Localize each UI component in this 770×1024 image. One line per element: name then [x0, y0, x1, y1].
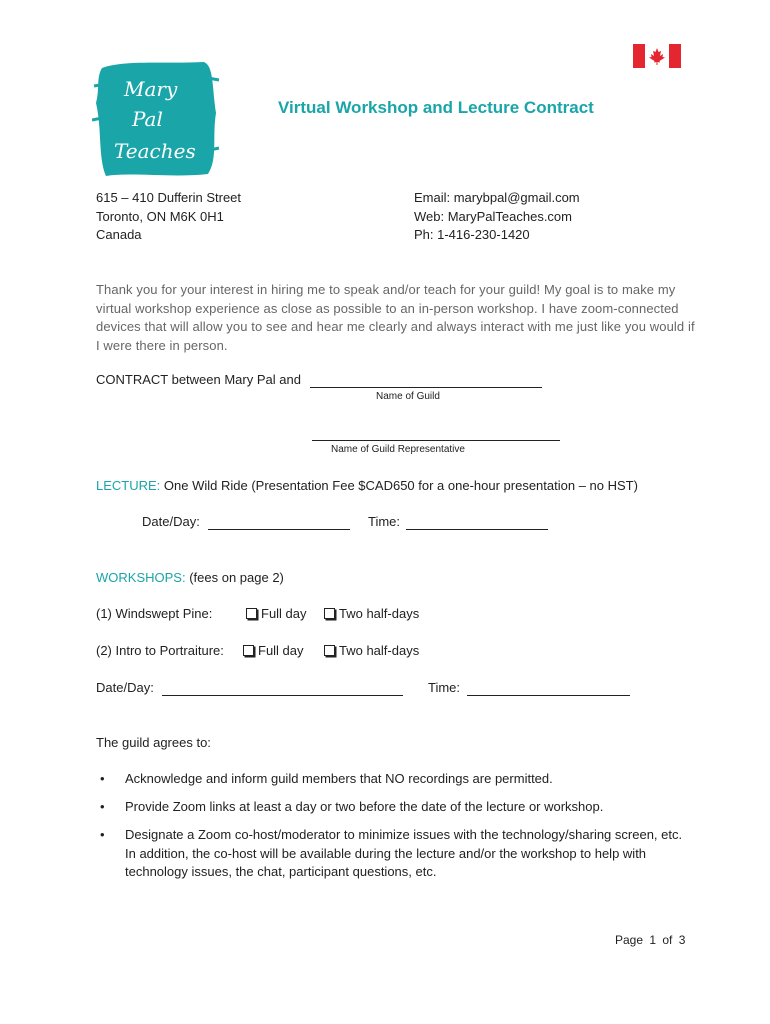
- workshop-time-field[interactable]: [467, 680, 630, 696]
- lecture-time-field[interactable]: [406, 514, 548, 530]
- agreement-heading: The guild agrees to:: [96, 735, 211, 750]
- checkbox-icon[interactable]: [324, 645, 335, 656]
- logo-text-teaches: Teaches: [114, 139, 196, 163]
- lecture-time-label: Time:: [368, 514, 401, 529]
- workshop-time-label: Time:: [428, 680, 461, 695]
- checkbox-icon[interactable]: [243, 645, 254, 656]
- list-item: [100, 770, 700, 790]
- logo-text-pal: Pal: [132, 107, 163, 131]
- workshop-2-half-days-label: Two half-days: [339, 643, 420, 658]
- address-street: 615 – 410 Dufferin Street: [96, 190, 242, 205]
- address-city: Toronto, ON M6K 0H1: [96, 208, 224, 224]
- workshop-1-full-day-option[interactable]: [246, 606, 307, 621]
- canada-flag-icon: [633, 44, 681, 68]
- address-country: Canada: [96, 227, 142, 242]
- contract-label: CONTRACT between Mary Pal and: [96, 372, 301, 387]
- logo-text-mary: Mary: [124, 77, 178, 101]
- workshop-1-half-days-label: Two half-days: [339, 606, 420, 621]
- guild-name-caption: Name of Guild: [376, 391, 440, 402]
- lecture-date-field[interactable]: [208, 514, 350, 530]
- list-item: [100, 798, 700, 818]
- workshop-1-name: (1) Windswept Pine:: [96, 606, 213, 621]
- workshop-2-name: (2) Intro to Portraiture:: [96, 643, 224, 658]
- guild-representative-field[interactable]: [312, 425, 560, 441]
- workshop-1-full-day-label: Full day: [261, 606, 307, 621]
- guild-representative-caption: Name of Guild Representative: [331, 444, 465, 455]
- bullet: •: [100, 799, 105, 814]
- checkbox-icon[interactable]: [324, 608, 335, 619]
- lecture-row: [96, 478, 638, 493]
- list-item: [100, 826, 700, 886]
- workshop-2-full-day-option[interactable]: [243, 643, 304, 658]
- workshop-2-full-day-label: Full day: [258, 643, 304, 658]
- page-title: Virtual Workshop and Lecture Contract: [278, 98, 594, 117]
- workshop-1-half-days-option[interactable]: [324, 606, 419, 621]
- workshop-date-field[interactable]: [162, 680, 403, 696]
- contact-block: [414, 189, 580, 245]
- address-block: [96, 189, 241, 245]
- bullet: •: [100, 827, 105, 842]
- agreement-item-1: Acknowledge and inform guild members that NO recordings are permitted.: [125, 771, 553, 786]
- intro-paragraph: Thank you for your interest in hiring me to speak and/or teach for your guild! My goal is to make my virtual workshop experience as close as possible to an in-person workshop. I have zoom-connected devices that will allow you to see and hear me clearly and always interact with me just like you would if I were there in person.: [96, 282, 695, 353]
- bullet: •: [100, 771, 105, 786]
- mary-pal-teaches-logo: [92, 58, 220, 180]
- workshops-row: [96, 570, 284, 585]
- lecture-label: LECTURE:: [96, 478, 161, 493]
- contact-email: Email: marybpal@gmail.com: [414, 190, 580, 205]
- lecture-text: One Wild Ride (Presentation Fee $CAD650 for a one-hour presentation – no HST): [163, 478, 638, 493]
- workshops-note: (fees on page 2): [189, 570, 284, 585]
- agreement-item-3: Designate a Zoom co-host/moderator to minimize issues with the technology/sharing screen, etc. In addition, the co-host will be available during the lecture and/or the workshop to help with technology issues, the chat, participant questions, etc.: [125, 827, 683, 879]
- contact-phone: Ph: 1-416-230-1420: [414, 227, 530, 242]
- workshops-label: WORKSHOPS:: [96, 570, 186, 585]
- page-number: Page 1 of 3: [615, 933, 686, 947]
- workshop-date-label: Date/Day:: [96, 680, 154, 695]
- agreement-item-2: Provide Zoom links at least a day or two before the date of the lecture or workshop.: [125, 799, 604, 814]
- guild-name-field[interactable]: [310, 372, 542, 388]
- workshop-2-half-days-option[interactable]: [324, 643, 419, 658]
- lecture-date-label: Date/Day:: [142, 514, 200, 529]
- contact-web: Web: MaryPalTeaches.com: [414, 208, 572, 224]
- checkbox-icon[interactable]: [246, 608, 257, 619]
